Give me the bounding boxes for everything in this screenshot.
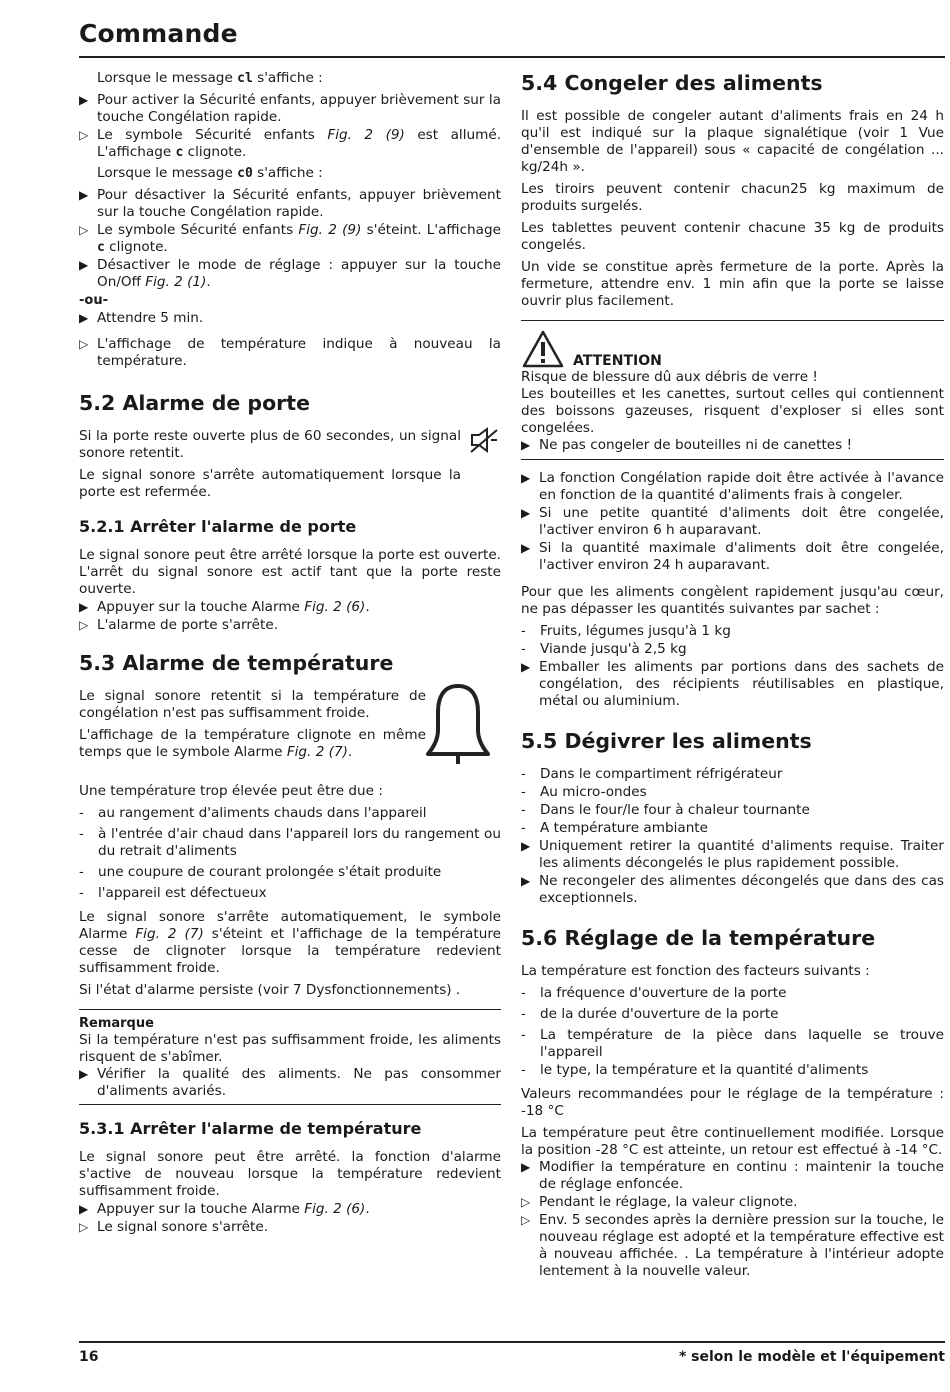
action-step: ▶ Modifier la température en continu : maintenir la touche de réglage enfoncée. [521, 1159, 944, 1192]
note-box [79, 1009, 501, 1105]
action-step: ▶ Appuyer sur la touche Alarme Fig. 2 (6). [79, 1201, 370, 1217]
warning-box [521, 320, 944, 460]
paragraph: Lorsque le message c0 s'affiche : [97, 165, 323, 181]
arrow-right-icon: ▶ [79, 1202, 89, 1216]
result-step: ▷ Le signal sonore s'arrête. [79, 1219, 269, 1235]
arrow-outline-icon: ▷ [79, 1220, 89, 1234]
paragraph: La température est fonction des facteurs suivants : [521, 963, 870, 979]
arrow-right-icon: ▶ [521, 660, 531, 674]
list-item: - A température ambiante [521, 820, 709, 836]
result-step: ▷ L'alarme de porte s'arrête. [79, 617, 279, 633]
result-step: ▷ Le symbole Sécurité enfants Fig. 2 (9) est allumé. L'affichage c clignote. [79, 127, 502, 160]
action-step: ▶ Appuyer sur la touche Alarme Fig. 2 (6). [79, 599, 370, 615]
arrow-outline-icon: ▷ [79, 223, 89, 237]
paragraph: Pour que les aliments congèlent rapidement jusqu'au cœur, ne pas dépasser les quantités suivantes par sachet : [521, 584, 944, 617]
list-item: - l'appareil est défectueux [79, 885, 267, 901]
note-title: Remarque [79, 1016, 154, 1031]
section-heading: 5.2 Alarme de porte [79, 391, 310, 415]
warning-title: ATTENTION [573, 353, 662, 369]
list-item: - une coupure de courant prolongée s'était produite [79, 864, 442, 880]
door-alarm-block [79, 428, 501, 501]
section-heading: 5.4 Congeler des aliments [521, 71, 823, 95]
page-number: 16 [79, 1349, 99, 1365]
action-step: ▶ Si une petite quantité d'aliments doit être congelée, l'activer environ 6 h auparavant. [521, 505, 944, 538]
arrow-right-icon: ▶ [521, 839, 531, 853]
paragraph: Une température trop élevée peut être due : [79, 783, 383, 799]
paragraph: Le signal sonore s'arrête automatiquement, le symbole Alarme Fig. 2 (7) s'éteint et l'affichage de la température cesse de clignoter lorsque la température redevient suffisamment froide. [79, 909, 501, 976]
paragraph: Si la porte reste ouverte plus de 60 secondes, un signal sonore retentit. [79, 428, 461, 461]
temp-alarm-block [79, 688, 501, 761]
list-item: - le type, la température et la quantité d'aliments [521, 1062, 869, 1078]
paragraph: Le signal sonore s'arrête automatiquement lorsque la porte est refermée. [79, 467, 461, 500]
warning-header [521, 325, 944, 369]
list-item: - Au micro-ondes [521, 784, 647, 800]
door-alarm-icon [469, 426, 499, 454]
paragraph: Le signal sonore peut être arrêté lorsque la porte est ouverte. L'arrêt du signal sonore est actif tant que la porte reste ouverte. [79, 547, 501, 597]
paragraph: Les tablettes peuvent contenir chacune 35 kg de produits congelés. [521, 220, 944, 253]
list-item: - La température de la pièce dans laquelle se trouve l'appareil [521, 1027, 944, 1060]
result-step: ▷ Env. 5 secondes après la dernière pression sur la touche, le nouveau réglage est adopté et la température effective est à nouveau affichée. . La température à l'intérieur adopte lentement à la nouvelle valeur. [521, 1212, 944, 1279]
arrow-right-icon: ▶ [521, 1160, 531, 1174]
paragraph: Si l'état d'alarme persiste (voir 7 Dysfonctionnements) . [79, 982, 461, 998]
section-heading: 5.6 Réglage de la température [521, 926, 876, 950]
paragraph: Lorsque le message cl s'affiche : [97, 70, 323, 86]
section-heading: 5.5 Dégivrer les aliments [521, 729, 812, 753]
paragraph: Le signal sonore peut être arrêté. la fonction d'alarme s'active de nouveau lorsque la température redevient suffisamment froide. [79, 1149, 501, 1199]
action-step: ▶ Uniquement retirer la quantité d'aliments requise. Traiter les aliments décongelés le plus rapidement possible. [521, 838, 944, 871]
page-header [79, 14, 945, 58]
paragraph: Il est possible de congeler autant d'aliments frais en 24 h qu'il est indiqué sur la plaque signalétique (voir 1 Vue d'ensemble de l'appareil) sous « capacité de congélation ... kg/24h ». [521, 108, 944, 175]
paragraph: La température peut être continuellement modifiée. Lorsque la position -28 °C est atteinte, un retour est effectué à -14 °C. [521, 1125, 944, 1158]
action-step: ▶ Ne pas congeler de bouteilles ni de canettes ! [521, 437, 853, 453]
page-footer [79, 1341, 945, 1365]
action-step: ▶ Ne recongeler des alimentes décongelés que dans des cas exceptionnels. [521, 873, 944, 906]
action-step: ▶ Si la quantité maximale d'aliments doit être congelée, l'activer environ 24 h auparavant. [521, 540, 944, 573]
paragraph: Valeurs recommandées pour le réglage de la température : -18 °C [521, 1086, 944, 1119]
arrow-right-icon: ▶ [79, 1067, 89, 1081]
action-step: ▶ Emballer les aliments par portions dans des sachets de congélation, des récipients réutilisables en plastique, métal ou aluminium. [521, 659, 944, 709]
right-column [521, 70, 944, 1281]
list-item: - de la durée d'ouverture de la porte [521, 1006, 779, 1022]
arrow-right-icon: ▶ [521, 438, 531, 452]
paragraph: L'affichage de la température clignote en même temps que le symbole Alarme Fig. 2 (7). [79, 727, 426, 760]
action-step: ▶ La fonction Congélation rapide doit être activée à l'avance en fonction de la quantité d'aliments frais à congeler. [521, 470, 944, 503]
section-heading: 5.3 Alarme de température [79, 651, 394, 675]
page-title: Commande [79, 19, 238, 48]
or-label: -ou- [79, 293, 108, 308]
arrow-outline-icon: ▷ [79, 128, 89, 142]
list-item: - Dans le four/le four à chaleur tournante [521, 802, 810, 818]
paragraph: Le signal sonore retentit si la température de congélation n'est pas suffisamment froide. [79, 688, 426, 721]
action-step: ▶ Désactiver le mode de réglage : appuyer sur la touche On/Off Fig. 2 (1). [79, 257, 501, 290]
list-item: - Dans le compartiment réfrigérateur [521, 766, 783, 782]
list-item: - à l'entrée d'air chaud dans l'appareil lors du rangement ou du retrait d'aliments [79, 826, 501, 859]
list-item: - au rangement d'aliments chauds dans l'appareil [79, 805, 427, 821]
subsection-heading: 5.2.1 Arrêter l'alarme de porte [79, 517, 357, 536]
arrow-right-icon: ▶ [521, 506, 531, 520]
action-step: ▶ Pour activer la Sécurité enfants, appuyer brièvement sur la touche Congélation rapide. [79, 92, 501, 125]
arrow-right-icon: ▶ [79, 93, 89, 107]
paragraph: Les bouteilles et les canettes, surtout celles qui contiennent des boissons gazeuses, risquent d'exploser si elles sont congelées. [521, 386, 944, 436]
arrow-right-icon: ▶ [521, 541, 531, 555]
paragraph: Un vide se constitue après fermeture de la porte. Après la fermeture, attendre env. 1 min afin que la porte se laisse ouvrir plus facilement. [521, 259, 944, 309]
list-item: - la fréquence d'ouverture de la porte [521, 985, 787, 1001]
action-step: ▶ Vérifier la qualité des aliments. Ne pas consommer d'aliments avariés. [79, 1066, 501, 1099]
paragraph: Les tiroirs peuvent contenir chacun25 kg maximum de produits surgelés. [521, 181, 944, 214]
arrow-right-icon: ▶ [79, 258, 89, 272]
action-step: ▶ Attendre 5 min. [79, 310, 204, 326]
arrow-right-icon: ▶ [79, 188, 89, 202]
list-item: - Fruits, légumes jusqu'à 1 kg [521, 623, 731, 639]
arrow-right-icon: ▶ [521, 471, 531, 485]
warning-triangle-icon [521, 329, 565, 369]
bell-icon [425, 682, 491, 766]
list-item: - Viande jusqu'à 2,5 kg [521, 641, 687, 657]
arrow-outline-icon: ▷ [79, 337, 89, 351]
paragraph: Si la température n'est pas suffisamment froide, les aliments risquent de s'abîmer. [79, 1032, 501, 1065]
action-step: ▶ Pour désactiver la Sécurité enfants, appuyer brièvement sur la touche Congélation rapide. [79, 187, 501, 220]
arrow-outline-icon: ▷ [79, 618, 89, 632]
arrow-outline-icon: ▷ [521, 1195, 531, 1209]
left-column [79, 70, 501, 1237]
subsection-heading: 5.3.1 Arrêter l'alarme de température [79, 1119, 422, 1138]
arrow-right-icon: ▶ [79, 311, 89, 325]
paragraph: Risque de blessure dû aux débris de verre ! [521, 369, 818, 385]
result-step: ▷ Le symbole Sécurité enfants Fig. 2 (9) s'éteint. L'affichage c clignote. [79, 222, 501, 255]
arrow-right-icon: ▶ [79, 600, 89, 614]
result-step: ▷ L'affichage de température indique à nouveau la température. [79, 336, 501, 369]
arrow-right-icon: ▶ [521, 874, 531, 888]
footer-note: * selon le modèle et l'équipement [678, 1349, 945, 1365]
arrow-outline-icon: ▷ [521, 1213, 531, 1227]
result-step: ▷ Pendant le réglage, la valeur clignote. [521, 1194, 798, 1210]
